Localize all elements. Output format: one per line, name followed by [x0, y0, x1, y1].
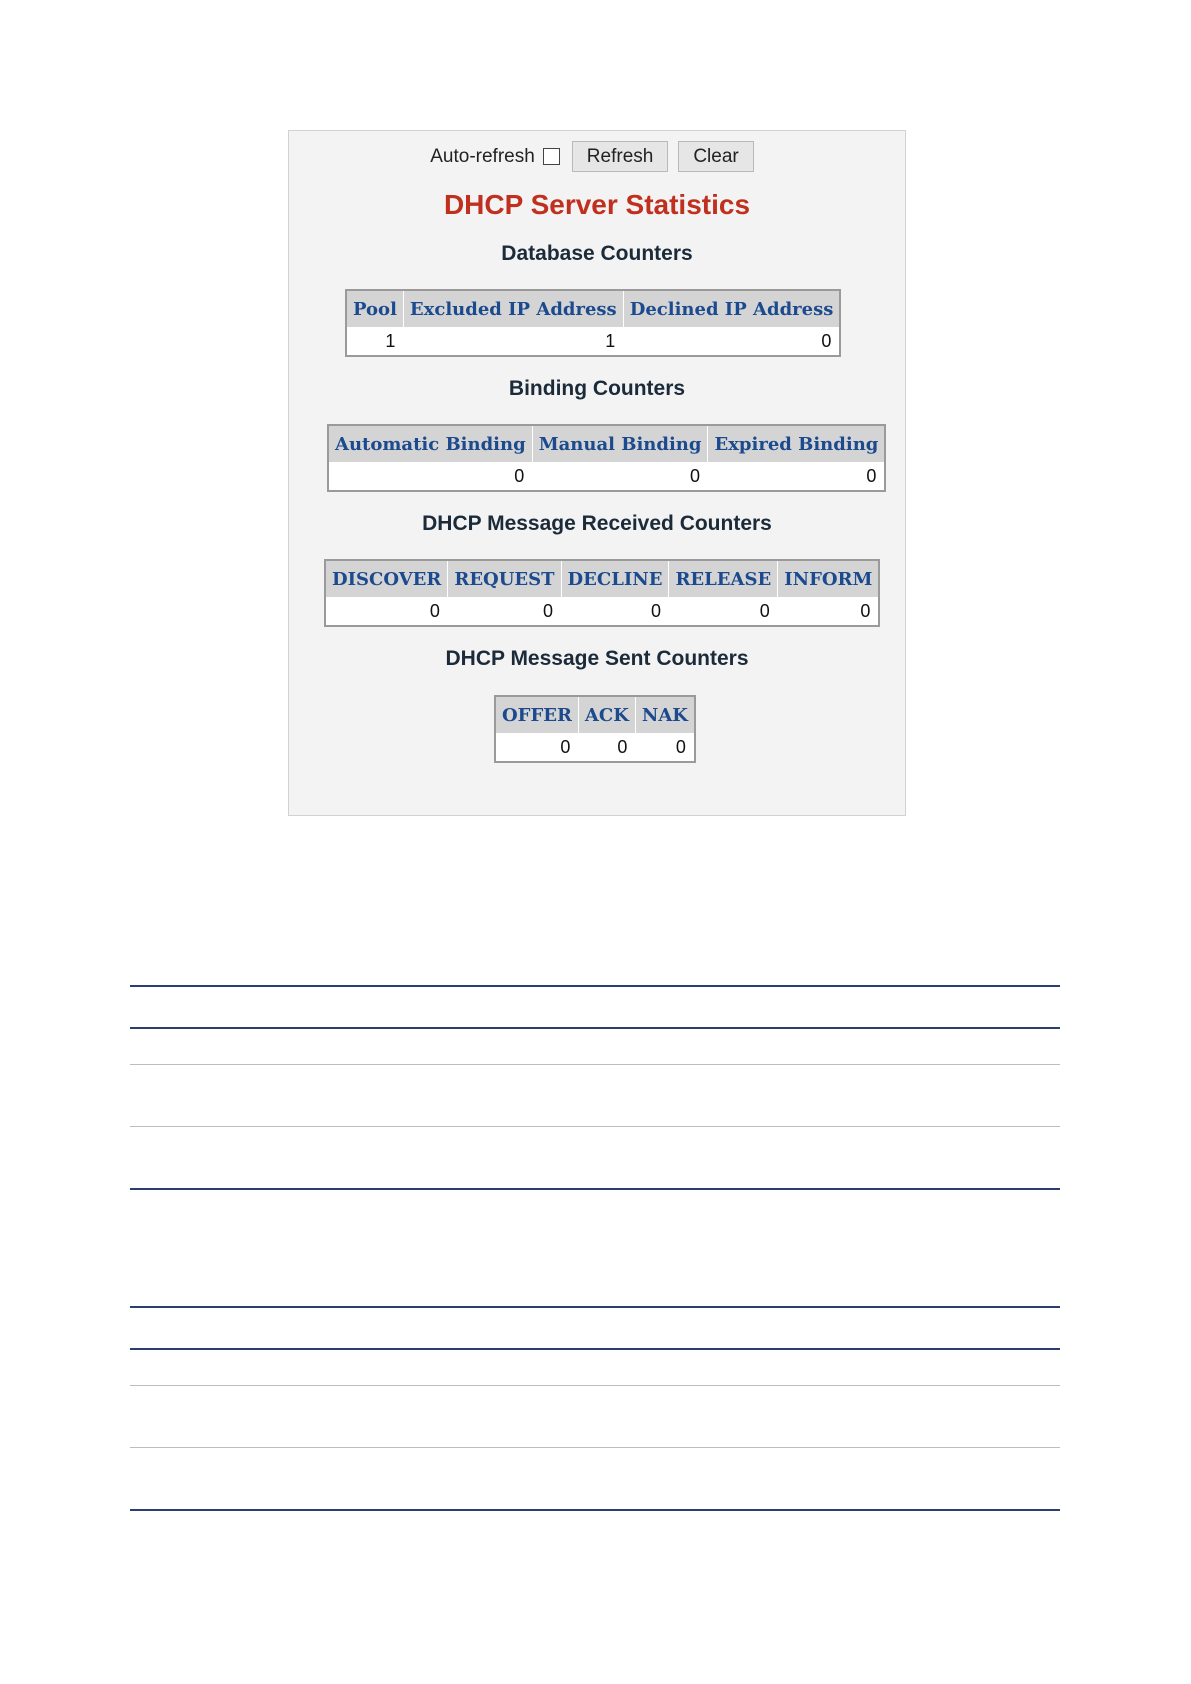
table-rule — [130, 1447, 1060, 1448]
table-cell: 0 — [866, 465, 877, 486]
dhcp-statistics-panel — [288, 130, 906, 816]
table-cell: 0 — [821, 330, 832, 351]
table-rule — [130, 1064, 1060, 1065]
table-rule — [130, 1385, 1060, 1386]
database-counters-heading: Database Counters — [501, 242, 693, 265]
refresh-button[interactable]: Refresh — [572, 141, 669, 172]
column-header: Excluded IP Address — [403, 290, 623, 327]
received-counters-heading: DHCP Message Received Counters — [422, 512, 772, 535]
table-header-row — [328, 425, 885, 462]
column-header: OFFER — [495, 696, 578, 733]
table-rule-top — [130, 1306, 1060, 1308]
toolbar — [289, 141, 905, 172]
table-cell: 0 — [675, 736, 686, 757]
column-header: INFORM — [778, 560, 880, 597]
column-header: ACK — [578, 696, 635, 733]
table-header-row — [346, 290, 840, 327]
table-row — [495, 733, 695, 762]
received-counters-table — [324, 559, 880, 627]
table-row — [328, 462, 885, 491]
table-row — [325, 597, 879, 626]
column-header: Pool — [346, 290, 403, 327]
table-cell: 0 — [860, 600, 871, 621]
page-title: DHCP Server Statistics — [443, 189, 751, 220]
table-cell: 0 — [617, 736, 628, 757]
binding-counters-table — [327, 424, 886, 492]
table-rule-header — [130, 1348, 1060, 1350]
table-row — [346, 327, 840, 356]
auto-refresh-checkbox[interactable] — [543, 148, 560, 165]
table-header-row — [495, 696, 695, 733]
table-header-row — [325, 560, 879, 597]
table-cell: 0 — [543, 600, 554, 621]
column-header: Automatic Binding — [328, 425, 532, 462]
table-cell: 0 — [689, 465, 700, 486]
table-cell: 0 — [514, 465, 525, 486]
sent-counters-table — [494, 695, 696, 763]
column-header: REQUEST — [448, 560, 561, 597]
table-rule-bottom — [130, 1188, 1060, 1190]
column-header: Declined IP Address — [623, 290, 840, 327]
auto-refresh-label: Auto-refresh — [430, 145, 535, 167]
clear-button[interactable]: Clear — [678, 141, 753, 172]
table-cell: 0 — [759, 600, 770, 621]
column-header: Expired Binding — [708, 425, 885, 462]
table-cell: 0 — [429, 600, 440, 621]
column-header: DISCOVER — [325, 560, 448, 597]
table-cell: 0 — [560, 736, 571, 757]
table-cell: 1 — [385, 330, 396, 351]
table-rule — [130, 1126, 1060, 1127]
column-header: RELEASE — [669, 560, 778, 597]
table-rule-top — [130, 985, 1060, 987]
binding-counters-heading: Binding Counters — [508, 377, 686, 400]
column-header: DECLINE — [561, 560, 669, 597]
database-counters-table — [345, 289, 841, 357]
sent-counters-heading: DHCP Message Sent Counters — [445, 647, 749, 670]
column-header: NAK — [635, 696, 695, 733]
table-cell: 0 — [650, 600, 661, 621]
table-rule-header — [130, 1027, 1060, 1029]
table-cell: 1 — [605, 330, 616, 351]
table-rule-bottom — [130, 1509, 1060, 1511]
column-header: Manual Binding — [532, 425, 708, 462]
